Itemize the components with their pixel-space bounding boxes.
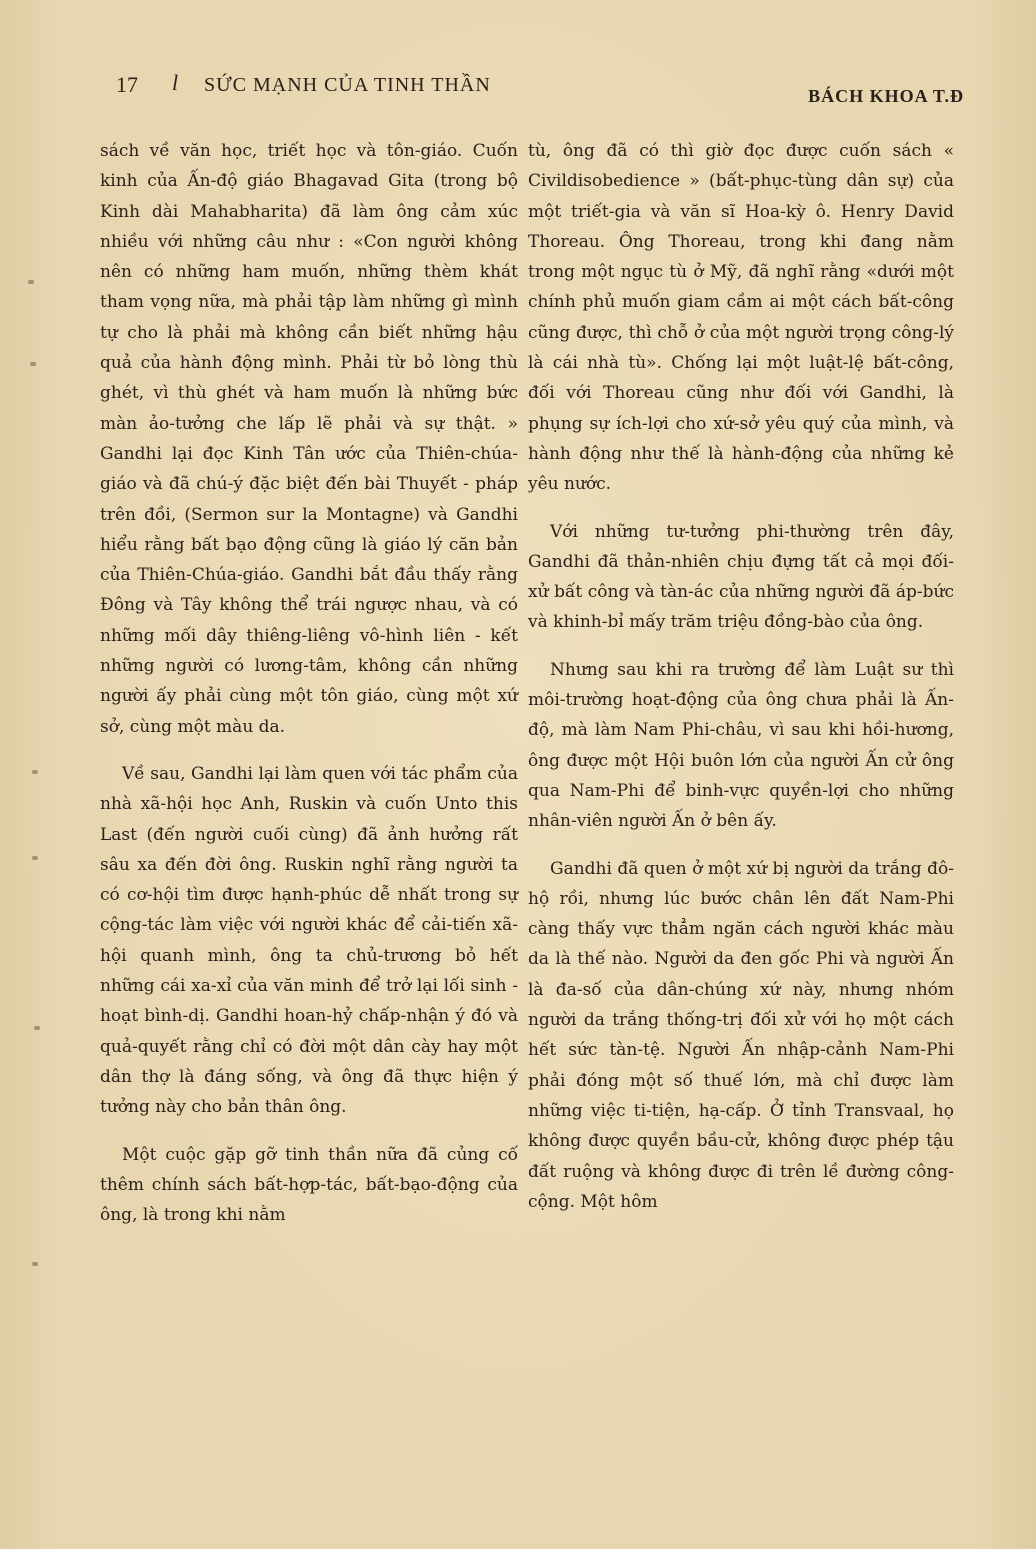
header-separator: l: [172, 70, 179, 95]
page-header: [96, 68, 976, 108]
paragraph: Với những tư-tưởng phi-thường trên đây, Gandhi đã thản-nhiên chịu đựng tất cả mọi đối-xử bất công và tàn-ác của những người đã áp-bức và khinh-bỉ mấy trăm triệu đồng-bào của ông.: [528, 521, 954, 633]
paragraph: Nhưng sau khi ra trường để làm Luật sư thì môi-trường hoạt-động của ông chưa phải là Ấn-độ, mà làm Nam Phi-châu, vì sau khi hồi-hương, ông được một Hội buôn lớn của người Ấn cử ông qua Nam-Phi để binh-vực quyền-lợi cho những nhân-viên người Ấn ở bên ấy.: [528, 659, 954, 832]
binding-hole: [32, 856, 38, 860]
magazine-name: BÁCH KHOA T.Đ: [808, 86, 964, 106]
paragraph: Về sau, Gandhi lại làm quen với tác phẩm của nhà xã-hội học Anh, Ruskin và cuốn Unto this Last (đến người cuối cùng) đã ảnh hưởng rất sâu xa đến đời ông. Ruskin nghĩ rằng người ta có cơ-hội tìm được hạnh-phúc dễ nhất trong sự cộng-tác làm việc với người khác để cải-tiến xã-hội quanh mình, ông ta chủ-trương bỏ hết những cái xa-xỉ của văn minh để trở lại lối sinh - hoạt bình-dị. Gandhi hoan-hỷ chấp-nhận ý đó và quả-quyết rằng chỉ có đời một dân cày hay một dân thợ là đáng sống, và ông đã thực hiện ý tưởng này cho bản thân ông.: [100, 763, 518, 1118]
binding-hole: [34, 1026, 40, 1030]
paragraph: Gandhi đã quen ở một xứ bị người da trắng đô-hộ rồi, nhưng lúc bước chân lên đất Nam-Phi càng thấy vực thẳm ngăn cách người khác màu da là thế nào. Người da đen gốc Phi và người Ấn là đa-số của dân-chúng xứ này, nhưng nhóm người da trắng thống-trị đối xử với họ một cách hết sức tàn-tệ. Người Ấn nhập-cảnh Nam-Phi phải đóng một số thuế lớn, mà chỉ được làm những việc ti-tiện, hạ-cấp. Ở tỉnh Transvaal, họ không được quyền bầu-cử, không được phép tậu đất ruộng và không được đi trên lề đường công-cộng. Một hôm: [528, 858, 954, 1212]
left-column: [100, 136, 518, 1247]
paragraph: tù, ông đã có thì giờ đọc được cuốn sách « Civildisobedience » (bất-phục-tùng dân sự) của một triết-gia và văn sĩ Hoa-kỳ ô. Henry David Thoreau. Ông Thoreau, trong khi đang nằm trong một ngục tù ở Mỹ, đã nghĩ rằng «dưới một chính phủ muốn giam cầm ai một cách bất-công cũng được, thì chỗ ở của một người trọng công-lý là cái nhà tù». Chống lại một luật-lệ bất-công, đối với Thoreau cũng như đối với Gandhi, là phụng sự ích-lợi cho xứ-sở yêu quý của mình, và hành động như thế là hành-động của những kẻ yêu nước.: [528, 141, 954, 495]
binding-hole: [28, 280, 34, 284]
binding-hole: [32, 770, 38, 774]
article-title: SỨC MẠNH CỦA TINH THẦN: [204, 74, 491, 96]
paragraph: sách về văn học, triết học và tôn-giáo. Cuốn kinh của Ấn-độ giáo Bhagavad Gita (trong bộ Kinh dài Mahabharita) đã làm ông cảm xúc nhiều với những câu như : «Con người không nên có những ham muốn, những thèm khát tham vọng nữa, mà phải tập làm những gì mình tự cho là phải mà không cần biết những hậu quả của hành động mình. Phải từ bỏ lòng thù ghét, vì thù ghét và ham muốn là những bức màn ảo-tưởng che lấp lẽ phải và sự thật. » Gandhi lại đọc Kinh Tân ước của Thiên-chúa-giáo và đã chú-ý đặc biệt đến bài Thuyết - pháp trên đồi, (Sermon sur la Montagne) và Gandhi hiểu rằng bất bạo động cũng là giáo lý căn bản của Thiên-Chúa-giáo. Gandhi bắt đầu thấy rằng Đông và Tây không thể trái ngược nhau, và có những mối dây thiêng-liêng vô-hình liên - kết những người có lương-tâm, không cần những người ấy phải cùng một tôn giáo, cùng một xứ sở, cùng một màu da.: [100, 141, 518, 737]
paragraph: Một cuộc gặp gỡ tinh thần nữa đã củng cố thêm chính sách bất-hợp-tác, bất-bạo-động của ông, là trong khi nằm: [100, 1144, 518, 1226]
page-number: 17: [116, 72, 138, 97]
binding-hole: [32, 1262, 38, 1266]
right-column: [528, 136, 954, 1234]
binding-hole: [30, 362, 36, 366]
